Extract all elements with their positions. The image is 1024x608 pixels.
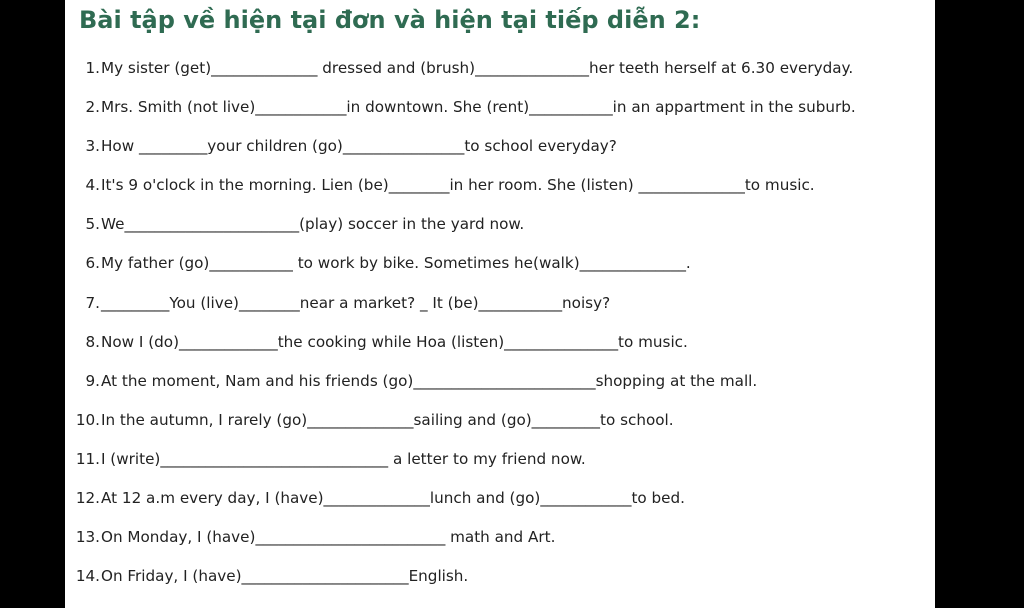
exercise-number: 5. bbox=[85, 215, 100, 234]
exercise-item bbox=[65, 291, 935, 330]
exercise-text: On Friday, I (have)______________________English. bbox=[101, 567, 469, 586]
exercise-number: 11. bbox=[75, 449, 100, 468]
exercise-number: 2. bbox=[85, 98, 100, 117]
exercise-number: 7. bbox=[85, 293, 100, 312]
exercise-text: Mrs. Smith (not live)____________in downtown. She (rent)___________in an appartment in the suburb. bbox=[101, 98, 856, 117]
exercise-text: I (write)______________________________ a letter to my friend now. bbox=[101, 449, 586, 468]
exercise-text: We_______________________(play) soccer in the yard now. bbox=[101, 215, 525, 234]
exercise-text: At the moment, Nam and his friends (go)________________________shopping at the mall. bbox=[101, 371, 758, 390]
exercise-text: _________You (live)________near a market? _ It (be)___________noisy? bbox=[101, 293, 611, 312]
exercise-number: 12. bbox=[75, 489, 100, 508]
exercise-item bbox=[65, 212, 935, 251]
exercise-number: 14. bbox=[75, 567, 100, 586]
exercise-number: 10. bbox=[75, 410, 100, 429]
exercise-item bbox=[65, 330, 935, 369]
exercise-text: My father (go)___________ to work by bike. Sometimes he(walk)______________. bbox=[101, 254, 691, 273]
exercise-text: How _________your children (go)________________to school everyday? bbox=[101, 137, 617, 156]
exercise-text: It's 9 o'clock in the morning. Lien (be)________in her room. She (listen) ______________to music. bbox=[101, 176, 815, 195]
exercise-text: At 12 a.m every day, I (have)______________lunch and (go)____________to bed. bbox=[101, 489, 685, 508]
worksheet-page bbox=[65, 0, 935, 608]
exercise-item bbox=[65, 408, 935, 447]
exercise-item bbox=[65, 173, 935, 212]
exercise-number: 3. bbox=[85, 137, 100, 156]
exercise-text: Now I (do)_____________the cooking while Hoa (listen)_______________to music. bbox=[101, 332, 688, 351]
exercise-item bbox=[65, 56, 935, 95]
exercise-list bbox=[65, 56, 935, 603]
exercise-item bbox=[65, 564, 935, 603]
exercise-item bbox=[65, 369, 935, 408]
exercise-item bbox=[65, 447, 935, 486]
exercise-number: 6. bbox=[85, 254, 100, 273]
exercise-number: 13. bbox=[75, 528, 100, 547]
page-title: Bài tập về hiện tại đơn và hiện tại tiếp diễn 2: bbox=[79, 6, 701, 34]
exercise-text: In the autumn, I rarely (go)______________sailing and (go)_________to school. bbox=[101, 410, 674, 429]
exercise-number: 4. bbox=[85, 176, 100, 195]
exercise-item bbox=[65, 134, 935, 173]
exercise-item bbox=[65, 486, 935, 525]
exercise-number: 9. bbox=[85, 371, 100, 390]
exercise-item bbox=[65, 525, 935, 564]
exercise-number: 8. bbox=[85, 332, 100, 351]
exercise-text: On Monday, I (have)_________________________ math and Art. bbox=[101, 528, 556, 547]
exercise-item bbox=[65, 251, 935, 290]
exercise-number: 1. bbox=[85, 59, 100, 77]
exercise-text: My sister (get)______________ dressed and (brush)_______________her teeth herself at 6.30 everyday. bbox=[101, 59, 854, 77]
exercise-item bbox=[65, 95, 935, 134]
